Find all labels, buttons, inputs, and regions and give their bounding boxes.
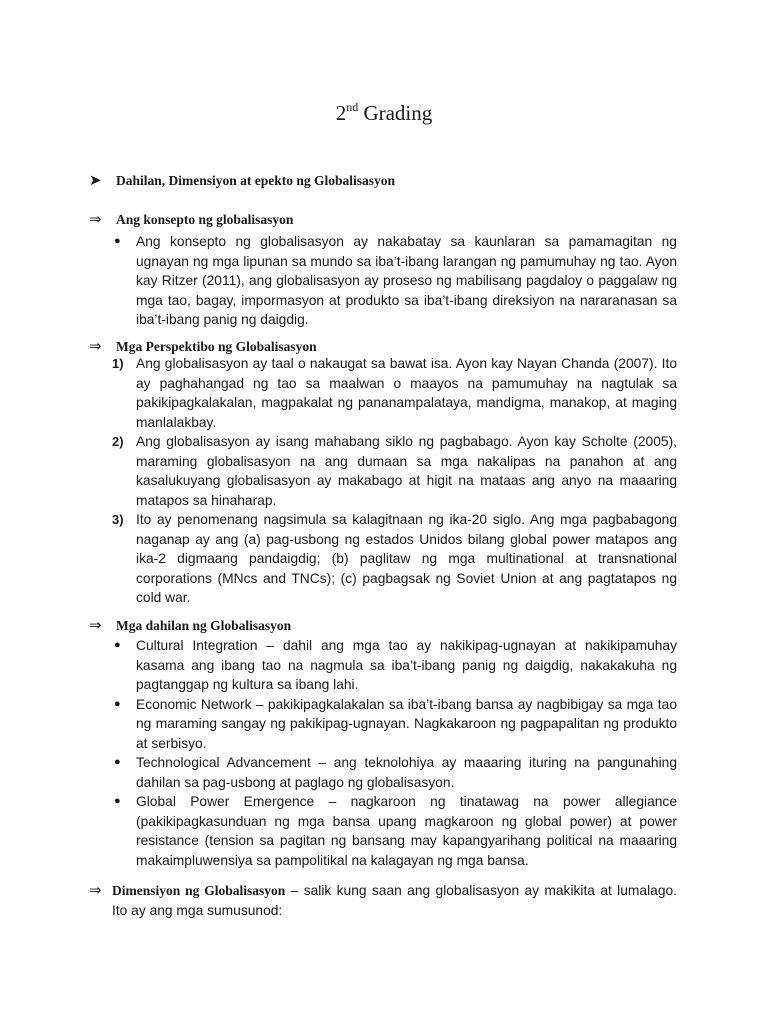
bullet-icon: ● — [114, 235, 121, 247]
list-item-text: Cultural Integration – dahil ang mga tao ay nakikipag-ugnayan at nakikipamuhay kasama ang ibang tao na nagmula sa iba’t-ibang panig ng daigdig, nakakakuha ng pagtanggap ng kultura sa ibang lahi. — [136, 638, 677, 692]
bullet-icon: ● — [114, 639, 121, 651]
section-perspektibo-list — [112, 354, 677, 608]
list-item-text: Technological Advancement – ang teknolohiya ay maaaring ituring na pangunahing dahilan sa pag-usbong at paglago ng globalisasyon. — [136, 755, 677, 790]
numbered-item-text: Ito ay penomenang nagsimula sa kalagitnaan ng ika-20 siglo. Ang mga pagbabagong naganap ay ang (a) pag-usbong ng estados Unidos bilang global power matapos ang ika-2 digmaang pandaigdig; (b) paglitaw ng mga multinational at transnational corporations (MNcs and TNCs); (c) pagbagsak ng Soviet Union at ang pagtatapos ng cold war. — [136, 512, 677, 605]
item-number: 3) — [112, 512, 124, 527]
list-item-text: Economic Network – pakikipagkalakalan sa iba’t-ibang bansa ay nagbibigay sa mga tao ng maraming sangay ng pakikipag-ugnayan. Nagkakaroon ng pagpapalitan ng produkto at serbisyo. — [136, 696, 677, 751]
list-item-text: Ang konsepto ng globalisasyon ay nakabatay sa kaunlaran sa pamamagitan ng ugnayan ng mga lipunan sa mundo sa iba’t-ibang larangan ng pamumuhay ng tao. Ayon kay Ritzer (2011), ang globalisasyon ay proseso ng mabilisang pagdaloy o paggalaw ng mga tao, bagay, impormasyon at produkto sa iba’t-ibang direksiyon na nararanasan sa iba’t-ibang panig ng daigdig. — [136, 234, 677, 327]
item-number: 1) — [112, 356, 124, 371]
numbered-item — [112, 432, 677, 510]
list-item — [114, 695, 677, 754]
main-heading — [89, 171, 395, 190]
item-number: 2) — [112, 434, 124, 449]
title-number: 2 — [335, 101, 347, 125]
list-item — [114, 636, 677, 695]
section-dimensiyon-paragraph — [112, 881, 677, 920]
double-arrow-icon: ⇒ — [89, 210, 102, 228]
bullet-icon: ● — [114, 756, 121, 768]
bullet-icon: ● — [114, 697, 121, 710]
numbered-item — [112, 354, 677, 432]
bullet-icon: ● — [114, 795, 121, 807]
double-arrow-icon: ⇒ — [89, 881, 102, 899]
double-arrow-icon: ⇒ — [89, 616, 102, 634]
list-item — [114, 753, 677, 792]
section-heading-text: Ang konsepto ng globalisasyon — [116, 211, 294, 227]
section-dimensiyon — [89, 881, 677, 918]
list-item — [114, 792, 677, 870]
numbered-item — [112, 510, 677, 608]
section-heading-text: Mga dahilan ng Globalisasyon — [116, 617, 292, 633]
page-title — [0, 94, 768, 126]
double-arrow-icon: ⇒ — [89, 337, 102, 355]
arrowhead-bullet-icon: ➤ — [89, 171, 102, 189]
main-heading-text: Dahilan, Dimensiyon at epekto ng Globalisasyon — [116, 172, 396, 188]
section-konsepto-list — [114, 232, 677, 330]
section-heading-text: Mga Perspektibo ng Globalisasyon — [116, 338, 317, 354]
numbered-item-text: Ang globalisasyon ay taal o nakaugat sa bawat isa. Ayon kay Nayan Chanda (2007). Ito ay paghahangad ng tao sa maalwan o maayos na pamumuhay na nagtulak sa pakikipagkalakalan, magpakalat ng pananampalataya, mandigma, manakop, at maging manlalakbay. — [136, 356, 677, 430]
section-heading-text: Dimensiyon ng Globalisasyon — [112, 883, 286, 898]
title-superscript: nd — [346, 100, 359, 114]
section-dimensiyon-text: – salik kung saan ang globalisasyon ay makikita at lumalago. Ito ay ang mga sumusunod: — [112, 883, 677, 918]
list-item-text: Global Power Emergence – nagkaroon ng tinatawag na power allegiance (pakikipagkasunduan ng mga bansa upang magkaroon ng global power) at power resistance (tension sa pagitan ng bansang may kapangyarihang political na maaaring makaimpluwensiya sa pampolitikal na kalagayan ng mga bansa. — [136, 794, 677, 868]
section-heading-konsepto — [89, 210, 293, 229]
list-item — [114, 232, 677, 330]
title-text: Grading — [358, 101, 433, 125]
section-dahilan-list — [114, 636, 677, 870]
section-heading-dahilan — [89, 616, 291, 635]
numbered-item-text: Ang globalisasyon ay isang mahabang siklo ng pagbabago. Ayon kay Scholte (2005), maraming globalisasyon na ang dumaan sa mga nakalipas na panahon at ang kasalukuyang globalisasyon ay makabago at higit na mataas ang anyo na maaaring matapos sa hinaharap. — [136, 434, 677, 508]
